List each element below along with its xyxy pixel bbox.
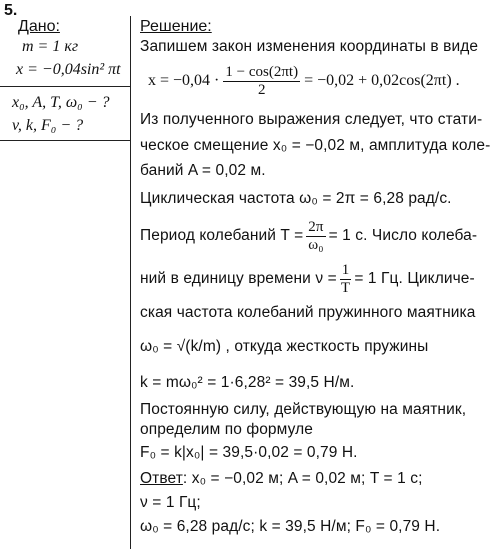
period-fraction [306, 219, 325, 254]
period-text: Период колебаний T = [140, 227, 304, 244]
main-formula-fraction [223, 64, 300, 99]
column-divider [130, 16, 131, 549]
given-law: x = −0,04sin² πt [16, 61, 121, 78]
main-formula-suffix: = −0,02 + 0,02cos(2πt) . [304, 72, 460, 89]
find-line-1: x₀, A, T, ω₀ − ? [12, 94, 110, 111]
solution-line-force-1: Постоянную силу, действующую на маятник, [140, 401, 467, 418]
frequency-text: ний в единицу времени ν = [140, 270, 337, 287]
main-formula [148, 59, 460, 103]
answer-line-3: ω₀ = 6,28 рад/с; k = 39,5 Н/м; F₀ = 0,79 Н. [140, 518, 441, 535]
solution-line-4: баний A = 0,02 м. [140, 162, 266, 179]
answer-values-1: : x₀ = −0,02 м; A = 0,02 м; T = 1 с; [182, 470, 423, 487]
answer-line-1 [140, 470, 423, 488]
period-denominator: ω₀ [308, 236, 324, 253]
given-mass: m = 1 кг [22, 38, 79, 55]
main-formula-denominator: 2 [257, 81, 266, 98]
solution-line-force-2: определим по формуле [140, 421, 313, 438]
frequency-numerator: 1 [341, 261, 350, 278]
find-divider [0, 140, 130, 141]
answer-line-2: ν = 1 Гц; [140, 494, 201, 511]
answer-label: Ответ [140, 470, 183, 487]
solution-line-force-3: F₀ = k|x₀| = 39,5·0,02 = 0,79 Н. [140, 444, 358, 461]
frequency-denominator: T [340, 279, 351, 296]
solution-heading: Решение: [140, 18, 212, 35]
solution-line-2: Из полученного выражения следует, что стати- [140, 111, 483, 128]
given-divider [0, 86, 130, 87]
solution-line-pendulum: ская частота колебаний пружинного маятника [140, 304, 476, 321]
solution-line-omega: ω₀ = √(k/m) , откуда жесткость пружины [140, 338, 429, 355]
given-heading: Дано: [18, 18, 60, 35]
main-formula-prefix: x = −0,04 · [148, 72, 220, 89]
solution-line-5: Циклическая частота ω₀ = 2π = 6,28 рад/с. [140, 190, 452, 207]
problem-number: 5. [4, 2, 18, 19]
solution-line-3: ческое смещение x₀ = −0,02 м, амплитуда коле- [140, 137, 491, 154]
period-numerator: 2π [308, 218, 324, 235]
find-line-2: v, k, F₀ − ? [12, 117, 84, 134]
solution-line-stiffness: k = mω₀² = 1·6,28² = 39,5 Н/м. [140, 374, 355, 391]
period-line [140, 216, 477, 256]
frequency-line [140, 259, 475, 299]
frequency-text-end: = 1 Гц. Цикличе- [354, 270, 475, 287]
solution-line-intro: Запишем закон изменения координаты в виде [140, 38, 479, 55]
period-text-end: = 1 с. Число колеба- [328, 227, 478, 244]
frequency-fraction [340, 262, 352, 297]
main-formula-numerator: 1 − cos(2πt) [225, 63, 299, 80]
